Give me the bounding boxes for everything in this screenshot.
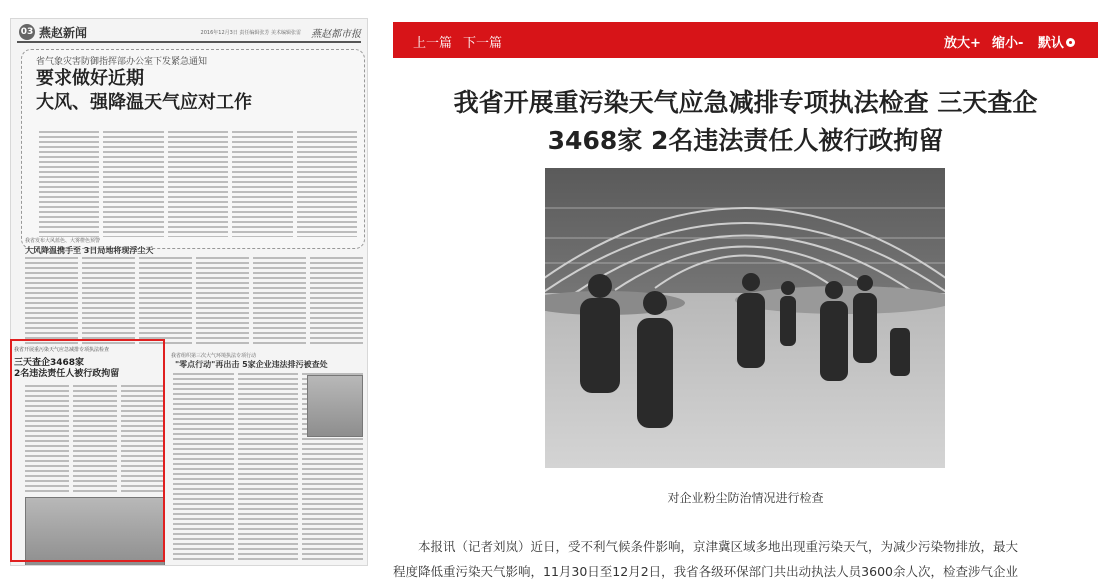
article-toolbar bbox=[393, 22, 1098, 58]
right-story-kicker: 我省组织第三次大气环境执法专项行动 bbox=[171, 353, 257, 359]
second-story-text-columns bbox=[25, 257, 363, 345]
right-story-title: "零点行动"再出击 5家企业违法排污被查处 bbox=[175, 360, 328, 369]
masthead-info: 2016年12月3日 责任编辑张芳 美术编辑张雷 bbox=[200, 30, 301, 36]
highlight-story-title-line1: 三天查企3468家 bbox=[14, 358, 85, 368]
photo-caption: 对企业粉尘防治情况进行检查 bbox=[667, 491, 824, 505]
article-headline-line2: 3468家 2名违法责任人被行政拘留 bbox=[547, 126, 944, 155]
zoom-in-button[interactable]: 放大+ bbox=[944, 36, 981, 51]
second-story-title: 大风降温携手至 3日局地将现浮尘天 bbox=[25, 246, 154, 255]
second-story-kicker: 我省发布大风蓝色、大雾橙色预警 bbox=[25, 238, 101, 244]
reset-circle-icon bbox=[1066, 38, 1075, 47]
next-article-button[interactable]: 下一篇 bbox=[463, 36, 503, 51]
lead-story-kicker: 省气象灾害防御指挥部办公室下发紧急通知 bbox=[36, 57, 208, 67]
article-body-line2: 程度降低重污染天气影响，11月30日至12月2日，我省各级环保部门共出动执法人员3600余人次，检查涉气企业 bbox=[393, 564, 1018, 579]
article-body-line1: 本报讯（记者刘岚）近日，受不利气候条件影响，京津冀区域多地出现重污染天气，为减少污染物排放，最大 bbox=[418, 539, 1019, 554]
default-size-button[interactable] bbox=[1038, 32, 1075, 51]
right-story-photo bbox=[307, 375, 363, 437]
newspaper-masthead bbox=[17, 23, 361, 43]
previous-article-button[interactable]: 上一篇 bbox=[413, 36, 453, 51]
article-photo bbox=[545, 168, 945, 468]
default-size-label: 默认 bbox=[1038, 36, 1065, 51]
article-body bbox=[393, 534, 1098, 583]
highlight-story-title-line2: 2名违法责任人被行政拘留 bbox=[14, 369, 120, 379]
article-headline bbox=[393, 84, 1098, 160]
lead-story-text-columns bbox=[39, 131, 357, 237]
zoom-out-button[interactable]: 缩小- bbox=[992, 36, 1024, 51]
selected-article-highlight[interactable] bbox=[10, 339, 165, 562]
newspaper-logo: 燕赵都市报 bbox=[311, 29, 361, 40]
section-name: 燕赵新闻 bbox=[39, 26, 88, 40]
lead-story-title-line1: 要求做好近期 bbox=[36, 68, 144, 89]
warehouse-inspection-photo bbox=[545, 168, 945, 468]
highlight-story-kicker: 我省开展重污染天气应急减排专项执法检查 bbox=[14, 347, 110, 353]
page-number-badge: 03 bbox=[19, 24, 35, 40]
lead-story-title-line2: 大风、强降温天气应对工作 bbox=[36, 92, 252, 113]
article-headline-line1: 我省开展重污染天气应急减排专项执法检查 三天查企 bbox=[453, 88, 1038, 117]
